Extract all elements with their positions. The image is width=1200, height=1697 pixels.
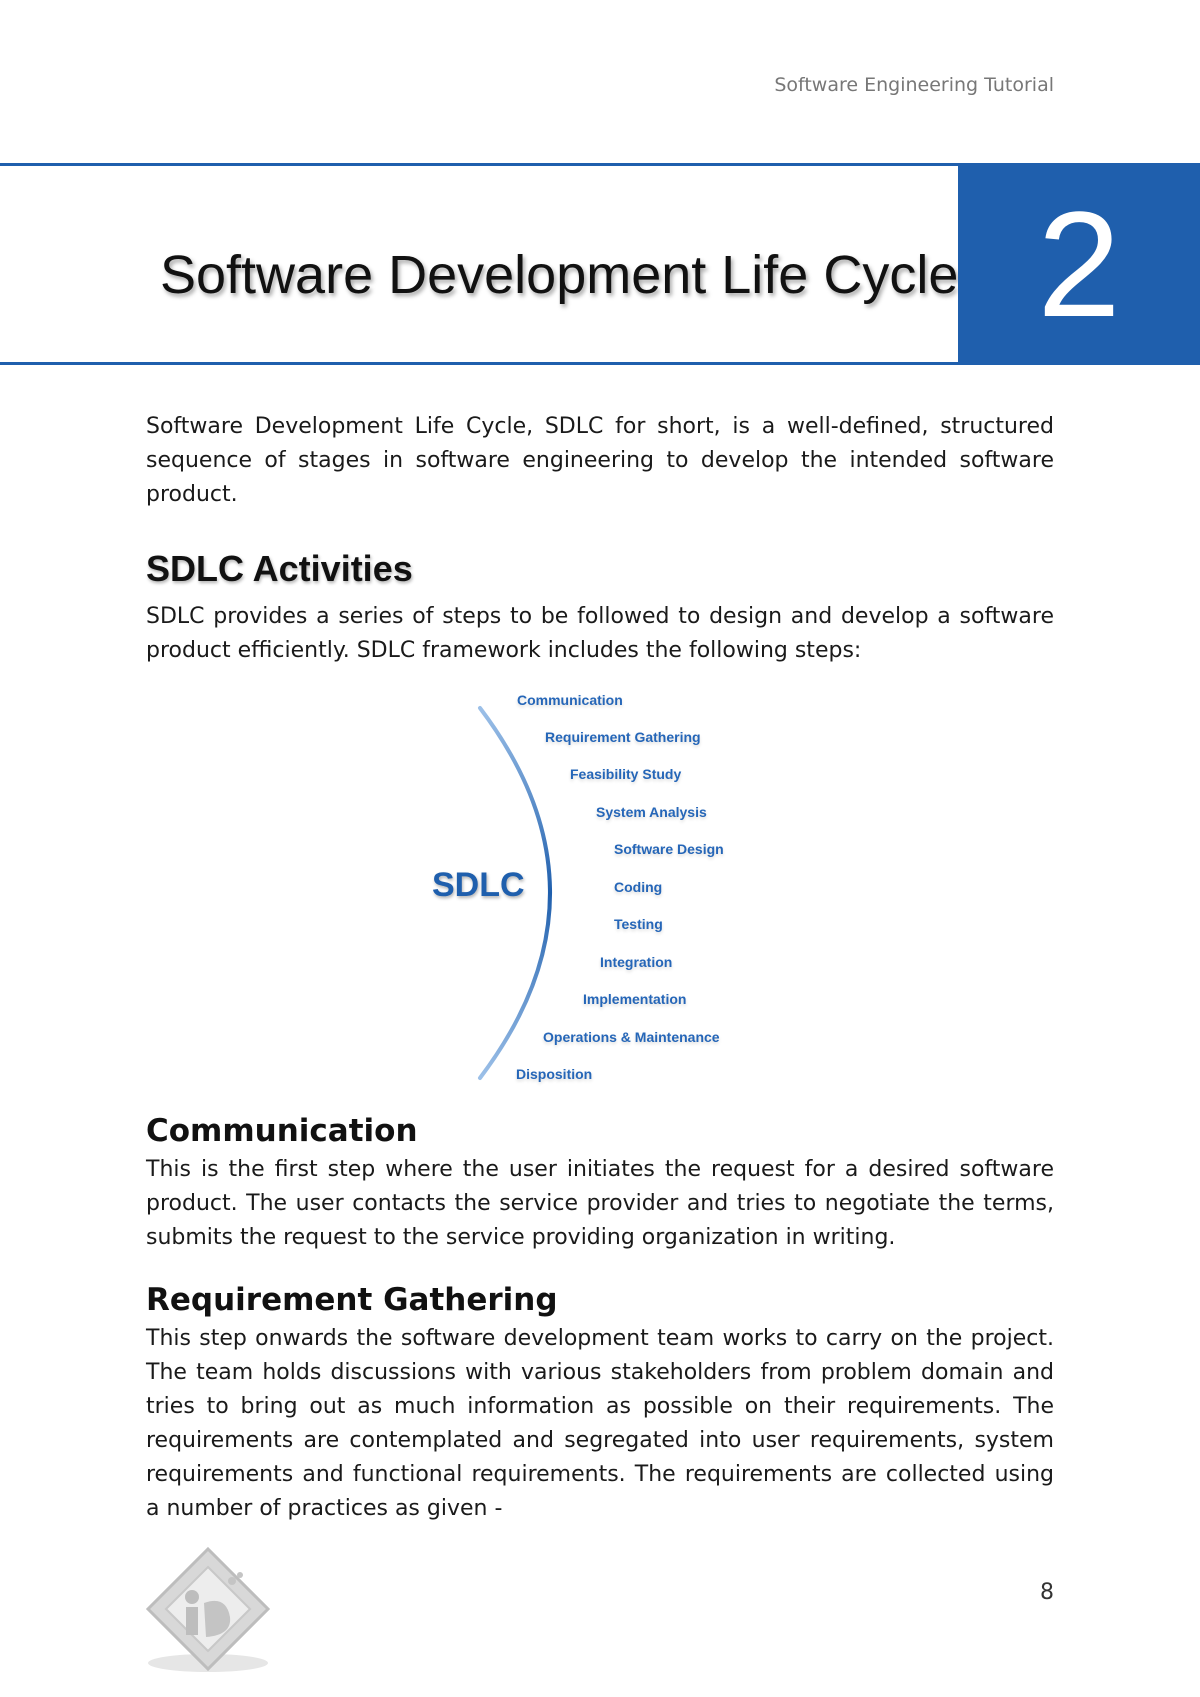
running-header: Software Engineering Tutorial — [774, 74, 1054, 96]
step-communication: Communication — [517, 692, 623, 708]
step-coding: Coding — [614, 879, 663, 895]
page-number: 8 — [1040, 1580, 1054, 1605]
communication-heading: Communication — [146, 1113, 418, 1149]
sdlc-center-label: SDLC — [432, 866, 525, 904]
sdlc-activities-heading: SDLC Activities — [146, 548, 413, 589]
step-software-design: Software Design — [614, 841, 724, 857]
step-implementation: Implementation — [583, 991, 687, 1007]
tutorialspoint-logo-icon — [146, 1545, 281, 1675]
chapter-number: 2 — [958, 163, 1200, 365]
step-system-analysis: System Analysis — [596, 804, 707, 820]
step-testing: Testing — [614, 916, 663, 932]
requirement-gathering-paragraph: This step onwards the software development team works to carry on the project. The team holds discussions with various stakeholders from problem domain and tries to bring out as much information as possible on their requirements. The requirements are contemplated and segregated into user requirements, system requirements and functional requirements. The requirements are collected using a number of practices as given - — [146, 1326, 1054, 1521]
step-disposition: Disposition — [516, 1066, 593, 1082]
communication-section — [146, 1113, 1054, 1255]
sdlc-activities-section — [146, 548, 1054, 668]
sdlc-activities-paragraph: SDLC provides a series of steps to be followed to design and develop a software product efficiently. SDLC framework includes the following steps: — [146, 604, 1054, 663]
chapter-banner — [0, 163, 1200, 365]
step-operations-maintenance: Operations & Maintenance — [543, 1029, 720, 1045]
chapter-title: Software Development Life Cycle — [160, 245, 959, 305]
step-integration: Integration — [600, 954, 673, 970]
intro-paragraph: Software Development Life Cycle, SDLC for short, is a well-defined, structured sequence of stages in software engineering to develop the intended software product. — [146, 414, 1054, 507]
step-requirement-gathering: Requirement Gathering — [545, 729, 701, 745]
communication-paragraph: This is the first step where the user initiates the request for a desired software product. The user contacts the service provider and tries to negotiate the terms, submits the request to the service providing organization in writing. — [146, 1157, 1054, 1250]
requirement-gathering-section — [146, 1282, 1054, 1526]
intro-section — [146, 410, 1054, 512]
requirement-gathering-heading: Requirement Gathering — [146, 1282, 558, 1318]
sdlc-diagram — [420, 688, 780, 1098]
step-feasibility-study: Feasibility Study — [570, 766, 682, 782]
